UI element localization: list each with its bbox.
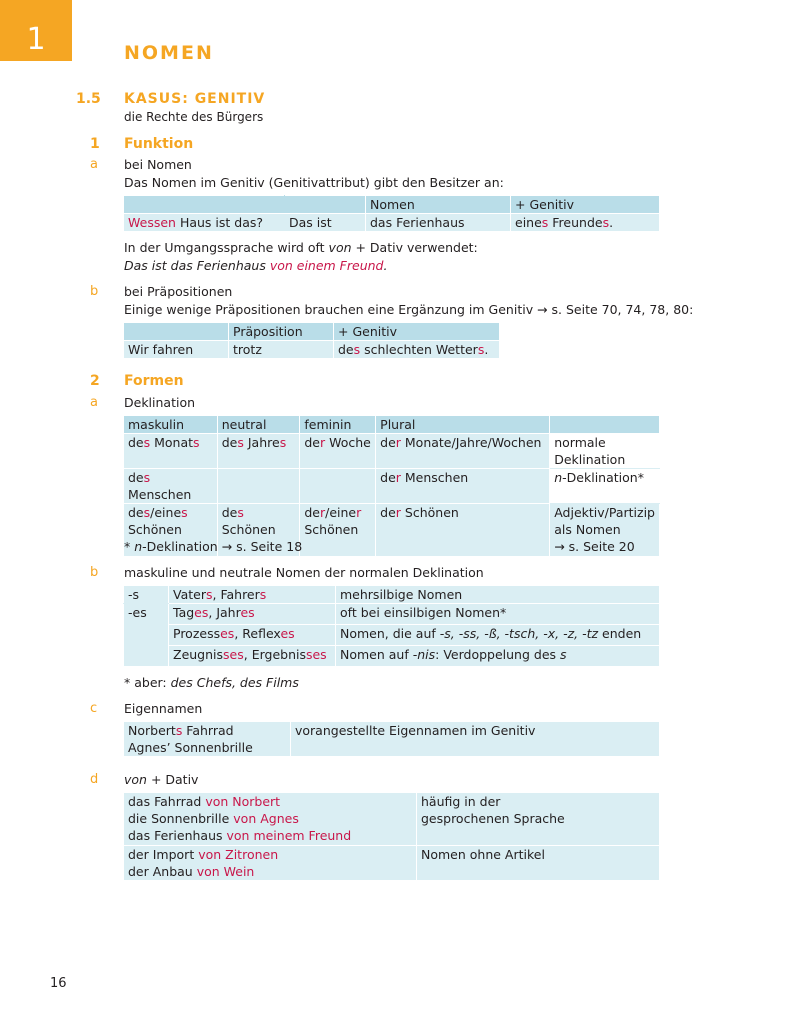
ending-label: -s xyxy=(124,586,169,604)
table-header-cell: + Genitiv xyxy=(511,196,660,214)
subsection-number: 2 xyxy=(90,373,100,389)
section-title: KASUS: GENITIV xyxy=(124,91,266,107)
colloquial-note: In der Umgangssprache wird oft von + Dativ verwendet: xyxy=(124,240,478,255)
table-cell: des Menschen xyxy=(124,469,218,504)
table-header-cell xyxy=(124,196,285,214)
table-header-cell xyxy=(124,323,229,341)
table-header-cell: maskulin xyxy=(124,416,218,434)
chapter-title: NOMEN xyxy=(124,42,214,64)
item-letter: c xyxy=(90,701,98,716)
table-row xyxy=(124,722,660,757)
table-row xyxy=(124,846,660,881)
chapter-number: 1 xyxy=(26,22,46,57)
table-header-cell: + Genitiv xyxy=(334,323,500,341)
table-row xyxy=(124,469,660,504)
table-cell: das Fahrrad von Norbert die Sonnenbrille von Agnes das Ferienhaus von meinem Freund xyxy=(124,793,417,846)
item-title: maskuline und neutrale Nomen der normalen Deklination xyxy=(124,565,484,580)
item-title: von + Dativ xyxy=(124,772,199,787)
table-cell: eines Freundes. xyxy=(511,214,660,232)
subsection-title: Funktion xyxy=(124,136,194,152)
table-header-row xyxy=(124,323,500,341)
table-cell: des Monats xyxy=(124,434,218,469)
table-cell: Wir fahren xyxy=(124,341,229,359)
table-cell xyxy=(217,469,300,504)
table-cell: vorangestellte Eigennamen im Genitiv xyxy=(291,722,660,757)
table-cell: Das ist xyxy=(285,214,366,232)
table-header-cell: Präposition xyxy=(229,323,334,341)
page-number: 16 xyxy=(50,976,67,991)
table-cell: Adjektiv/Partizip als Nomen → s. Seite 20 xyxy=(550,504,660,557)
item-title: Eigennamen xyxy=(124,701,203,716)
table-cell: der/einer Schönen xyxy=(300,504,376,557)
table-cell: des schlechten Wetters. xyxy=(334,341,500,359)
table-cell: das Ferienhaus xyxy=(366,214,511,232)
table-cell: Norberts Fahrrad Agnes’ Sonnenbrille xyxy=(124,722,291,757)
table-cell: Nomen ohne Artikel xyxy=(417,846,660,881)
table-cell: mehrsilbige Nomen xyxy=(336,586,660,604)
declension-footnote: * n-Deklination → s. Seite 18 xyxy=(124,539,303,554)
table-cell: Zeugnisses, Ergebnisses xyxy=(169,646,336,667)
table-cell: des Jahres xyxy=(217,434,300,469)
item-intro: Einige wenige Präpositionen brauchen eine Ergänzung im Genitiv → s. Seite 70, 74, 78, 80: xyxy=(124,302,694,317)
von-dativ-table xyxy=(123,792,660,881)
table-row xyxy=(124,793,660,846)
declension-table xyxy=(123,415,660,557)
table-row xyxy=(124,604,660,625)
table-cell: der Monate/Jahre/Wochen xyxy=(376,434,550,469)
item-title: bei Nomen xyxy=(124,157,192,172)
genitive-ending-table xyxy=(123,585,660,667)
table-row xyxy=(124,646,660,667)
table-cell: Nomen auf -nis: Verdoppelung des s xyxy=(336,646,660,667)
table-cell: Vaters, Fahrers xyxy=(169,586,336,604)
item-letter: d xyxy=(90,772,99,787)
table-cell: trotz xyxy=(229,341,334,359)
item-intro: Das Nomen im Genitiv (Genitivattribut) gibt den Besitzer an: xyxy=(124,175,504,190)
table-row xyxy=(124,434,660,469)
table-header-cell xyxy=(285,196,366,214)
preposition-table xyxy=(123,322,500,359)
subsection-number: 1 xyxy=(90,136,100,152)
table-cell: der Woche xyxy=(300,434,376,469)
item-letter: b xyxy=(90,284,99,299)
section-number: 1.5 xyxy=(76,91,101,107)
table-cell: normale Deklination xyxy=(550,434,660,469)
table-row xyxy=(124,341,500,359)
table-header-cell xyxy=(550,416,660,434)
table-header-row xyxy=(124,196,660,214)
table-cell: Wessen Haus ist das? xyxy=(124,214,285,232)
item-title: Deklination xyxy=(124,395,196,410)
proper-names-table xyxy=(123,721,660,757)
table-cell: Prozesses, Reflexes xyxy=(169,625,336,646)
table-cell: des/eines Schönen xyxy=(124,504,218,557)
table-header-cell: Plural xyxy=(376,416,550,434)
ending-footnote: * aber: des Chefs, des Films xyxy=(124,675,299,690)
table-row xyxy=(124,214,660,232)
table-cell: des Schönen xyxy=(217,504,300,557)
table-cell: Nomen, die auf -s, -ss, -ß, -tsch, -x, -z, -tz enden xyxy=(336,625,660,646)
subsection-title: Formen xyxy=(124,373,184,389)
table-cell xyxy=(300,469,376,504)
table-cell: n-Deklination* xyxy=(550,469,660,504)
table-cell: häufig in der gesprochenen Sprache xyxy=(417,793,660,846)
table-row xyxy=(124,586,660,604)
item-letter: a xyxy=(90,157,98,172)
table-cell: Tages, Jahres xyxy=(169,604,336,625)
colloquial-example: Das ist das Ferienhaus von einem Freund. xyxy=(124,258,388,273)
ending-label: -es xyxy=(124,604,169,667)
item-letter: b xyxy=(90,565,99,580)
table-header-row xyxy=(124,416,660,434)
table-header-cell: neutral xyxy=(217,416,300,434)
item-title: bei Präpositionen xyxy=(124,284,233,299)
table-header-cell: feminin xyxy=(300,416,376,434)
section-subtitle: die Rechte des Bürgers xyxy=(124,110,264,124)
item-letter: a xyxy=(90,395,98,410)
table-cell: der Menschen xyxy=(376,469,550,504)
table-row xyxy=(124,625,660,646)
table-cell: oft bei einsilbigen Nomen* xyxy=(336,604,660,625)
table-cell: der Import von Zitronen der Anbau von Wein xyxy=(124,846,417,881)
table-header-cell: Nomen xyxy=(366,196,511,214)
table-cell: der Schönen xyxy=(376,504,550,557)
genitive-attribute-table xyxy=(123,195,660,232)
